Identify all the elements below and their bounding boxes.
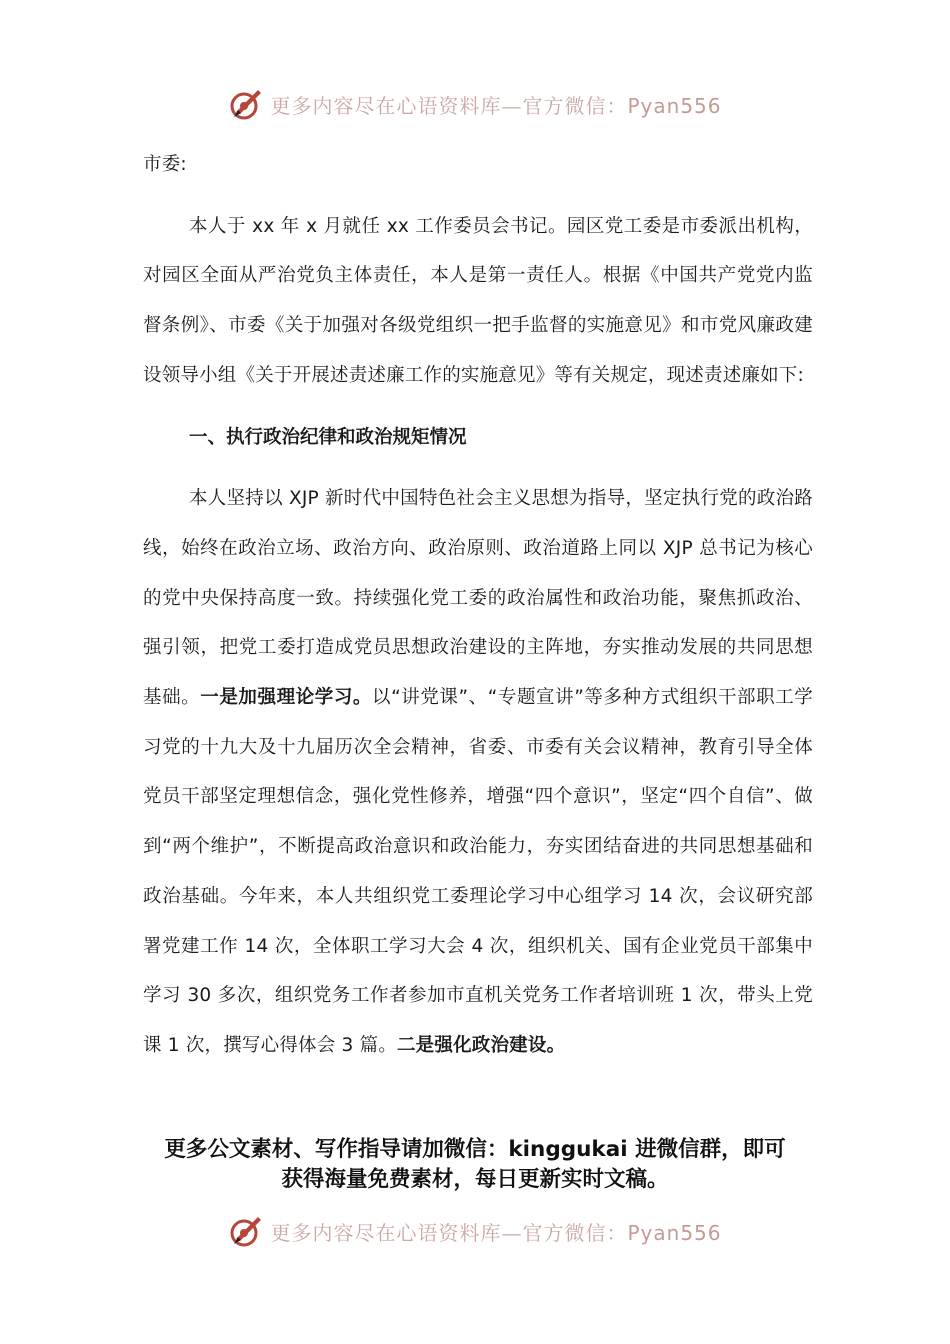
document-body — [143, 140, 813, 1071]
promo-line-1: 更多公文素材、写作指导请加微信：kinggukai 进微信群，即可 — [164, 1137, 786, 1162]
bold-point-1: 一是加强理论学习。 — [200, 687, 372, 709]
promo-banner — [100, 1135, 850, 1195]
quill-logo-icon — [228, 86, 264, 122]
watermark-text: 更多内容尽在心语资料库—官方微信：Pyan556 — [270, 93, 722, 118]
quill-logo-icon — [228, 1213, 264, 1249]
promo-line-2: 获得海量免费素材，每日更新实时文稿。 — [281, 1167, 669, 1192]
watermark-text: 更多内容尽在心语资料库—官方微信：Pyan556 — [270, 1220, 722, 1245]
section-heading: 一、执行政治纪律和政治规矩情况 — [189, 426, 467, 448]
watermark-header — [0, 84, 950, 124]
salutation: 市委: — [143, 154, 187, 175]
intro-paragraph: 本人于 xx 年 x 月就任 xx 工作委员会书记。园区党工委是市委派出机构，对园区全面从严治党负主体责任，本人是第一责任人。根据《中国共产党党内监督条例》、市委《关于加强对各级党组织一把手监督的实施意见》和市党风廉政建设领导小组《关于开展述责述廉工作的实施意见》等有关规定，现述责述廉如下: — [143, 215, 813, 386]
section-paragraph: 本人坚持以 XJP 新时代中国特色社会主义思想为指导，坚定执行党的政治路线，始终在政治立场、政治方向、政治原则、政治道路上同以 XJP 总书记为核心的党中央保持高度一致。持续强化党工委的政治属性和政治功能，聚焦抓政治、强引领，把党工委打造成党员思想政治建设的主阵地，夯实推动发展的共同思想基础。一是加强理论学习。以“讲党课”、“专题宣讲”等多种方式组织干部职工学习党的十九大及十九届历次全会精神，省委、市委有关会议精神，教育引导全体党员干部坚定理想信念，强化党性修养，增强“四个意识”，坚定“四个自信”、做到“两个维护”，不断提高政治意识和政治能力，夯实团结奋进的共同思想基础和政治基础。今年来，本人共组织党工委理论学习中心组学习 14 次，会议研究部署党建工作 14 次，全体职工学习大会 4 次，组织机关、国有企业党员干部集中学习 30 多次，组织党务工作者参加市直机关党务工作者培训班 1 次，带头上党课 1 次，撰写心得体会 3 篇。二是强化政治建设。 — [143, 488, 813, 1056]
bold-point-2: 二是强化政治建设。 — [396, 1034, 566, 1056]
watermark-footer — [0, 1211, 950, 1251]
